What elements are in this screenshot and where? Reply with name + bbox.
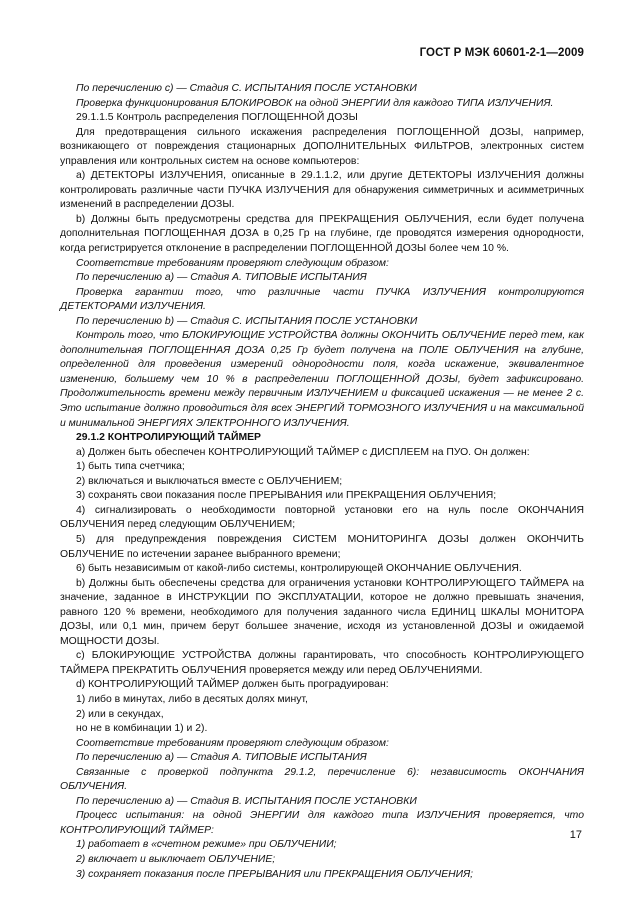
paragraph: 1) либо в минутах, либо в десятых долях минут, (76, 693, 308, 705)
paragraph: b) Должны быть обеспечены средства для ограничения установки КОНТРОЛИРУЮЩЕГО ТАЙМЕРА на значение, заданное в ИНСТРУКЦИИ ПО ЭКСПЛУАТАЦИИ, которое не должно превышать значения, равного 120 % времени, необходимого для получения заданного числа ЕДИНИЦ ШКАЛЫ МОНИТОРА ДОЗЫ, или 0,1 мин, причем берут большее значение, исходя из установленной ДОЗЫ и ожидаемой МОЩНОСТИ ДОЗЫ. (60, 577, 584, 647)
paragraph: 1) быть типа счетчика; (76, 461, 185, 473)
paragraph: Для предотвращения сильного искажения распределения ПОГЛОЩЕННОЙ ДОЗЫ, например, возникающего от повреждения стационарных ДОПОЛНИТЕЛЬНЫХ ФИЛЬТРОВ, электронных систем управления или контрольных систем на основе компьютеров: (60, 126, 584, 167)
paragraph: Соответствие требованиям проверяют следующим образом: (76, 257, 389, 269)
page-number: 17 (569, 829, 582, 841)
paragraph: a) Должен быть обеспечен КОНТРОЛИРУЮЩИЙ ТАЙМЕР с ДИСПЛЕЕМ на ПУО. Он должен: (76, 446, 530, 458)
paragraph: 6) быть независимым от какой-либо системы, контролирующей ОКОНЧАНИЕ ОБЛУЧЕНИЯ. (76, 563, 522, 575)
paragraph: Соответствие требованиям проверяют следующим образом: (76, 737, 389, 749)
paragraph: Процесс испытания: на одной ЭНЕРГИИ для каждого типа ИЗЛУЧЕНИЯ проверяется, что КОНТРОЛИРУЮЩИЙ ТАЙМЕР: (60, 810, 584, 836)
paragraph: По перечислению a) — Стадия A. ТИПОВЫЕ ИСПЫТАНИЯ (76, 752, 367, 764)
paragraph: 3) сохраняет показания после ПРЕРЫВАНИЯ или ПРЕКРАЩЕНИЯ ОБЛУЧЕНИЯ; (76, 868, 474, 880)
paragraph: 3) сохранять свои показания после ПРЕРЫВАНИЯ или ПРЕКРАЩЕНИЯ ОБЛУЧЕНИЯ; (76, 490, 497, 502)
paragraph: но не в комбинации 1) и 2). (76, 723, 208, 735)
paragraph: 29.1.1.5 Контроль распределения ПОГЛОЩЕННОЙ ДОЗЫ (76, 112, 358, 124)
document-code-header: ГОСТ Р МЭК 60601-2-1—2009 (419, 47, 584, 59)
paragraph: По перечислению a) — Стадия B. ИСПЫТАНИЯ ПОСЛЕ УСТАНОВКИ (76, 795, 417, 807)
paragraph: 29.1.2 КОНТРОЛИРУЮЩИЙ ТАЙМЕР (76, 432, 261, 444)
document-body (60, 82, 584, 882)
paragraph: По перечислению a) — Стадия A. ТИПОВЫЕ ИСПЫТАНИЯ (76, 272, 367, 284)
paragraph: c) БЛОКИРУЮЩИЕ УСТРОЙСТВА должны гарантировать, что способность КОНТРОЛИРУЮЩЕГО ТАЙМЕРА ПРЕКРАТИТЬ ОБЛУЧЕНИЯ проверяется между или перед ОБЛУЧЕНИЯМИ. (60, 650, 584, 676)
paragraph: 1) работает в «счетном режиме» при ОБЛУЧЕНИИ; (76, 839, 337, 851)
paragraph: По перечислению b) — Стадия C. ИСПЫТАНИЯ ПОСЛЕ УСТАНОВКИ (76, 315, 418, 327)
paragraph: 2) включает и выключает ОБЛУЧЕНИЕ; (76, 853, 276, 865)
paragraph: a) ДЕТЕКТОРЫ ИЗЛУЧЕНИЯ, описанные в 29.1.1.2, или другие ДЕТЕКТОРЫ ИЗЛУЧЕНИЯ должны контролировать различные части ПУЧКА ИЗЛУЧЕНИЯ для обнаружения симметричных и асимметричных изменений в распределении ДОЗЫ. (60, 170, 584, 211)
paragraph: Проверка функционирования БЛОКИРОВОК на одной ЭНЕРГИИ для каждого ТИПА ИЗЛУЧЕНИЯ. (76, 97, 554, 109)
paragraph: 5) для предупреждения повреждения СИСТЕМ МОНИТОРИНГА ДОЗЫ должен ОКОНЧИТЬ ОБЛУЧЕНИЕ по истечении заранее выбранного времени; (60, 533, 584, 560)
paragraph: 2) включаться и выключаться вместе с ОБЛУЧЕНИЕМ; (76, 475, 343, 487)
paragraph: Проверка гарантии того, что различные части ПУЧКА ИЗЛУЧЕНИЯ контролируются ДЕТЕКТОРАМИ ИЗЛУЧЕНИЯ. (60, 286, 584, 313)
paragraph: 2) или в секундах, (76, 708, 164, 720)
paragraph: По перечислению c) — Стадия C. ИСПЫТАНИЯ ПОСЛЕ УСТАНОВКИ (76, 83, 417, 94)
paragraph: b) Должны быть предусмотрены средства для ПРЕКРАЩЕНИЯ ОБЛУЧЕНИЯ, если будет получена дополнительная ПОГЛОЩЕННАЯ ДОЗА в 0,25 Гр на глубине, где проводятся измерения однородности, когда регистрируется отклонение в распределении ПОГЛОЩЕННОЙ ДОЗЫ более чем 10 %. (60, 213, 584, 255)
paragraph: 4) сигнализировать о необходимости повторной установки его на нуль после ОКОНЧАНИЯ ОБЛУЧЕНИЯ перед следующим ОБЛУЧЕНИЕМ; (60, 504, 584, 531)
paragraph: Связанные с проверкой подпункта 29.1.2, перечисление 6): независимость ОКОНЧАНИЯ ОБЛУЧЕНИЯ. (60, 766, 584, 793)
paragraph: d) КОНТРОЛИРУЮЩИЙ ТАЙМЕР должен быть проградуирован: (76, 679, 389, 691)
paragraph: Контроль того, что БЛОКИРУЮЩИЕ УСТРОЙСТВА должны ОКОНЧИТЬ ОБЛУЧЕНИЕ перед тем, как дополнительная ПОГЛОЩЕННАЯ ДОЗА 0,25 Гр будет получена на ПОЛЕ ОБЛУЧЕНИЯ на глубине, определенной для проведения измерений однородности поля, когда искажение, эквивалентное изменению, большему чем 10 % в распределении ПОГЛОЩЕННОЙ ДОЗЫ, будет зафиксировано. Продолжительность времени между первичным ИЗЛУЧЕНИЕМ и фиксацией искажения — не менее 2 с. Это испытание должно проводиться для всех ЭНЕРГИЙ ТОРМОЗНОГО ИЗЛУЧЕНИЯ и на максимальной и минимальной ЭНЕРГИЯХ ЭЛЕКТРОННОГО ИЗЛУЧЕНИЯ. (60, 330, 584, 429)
